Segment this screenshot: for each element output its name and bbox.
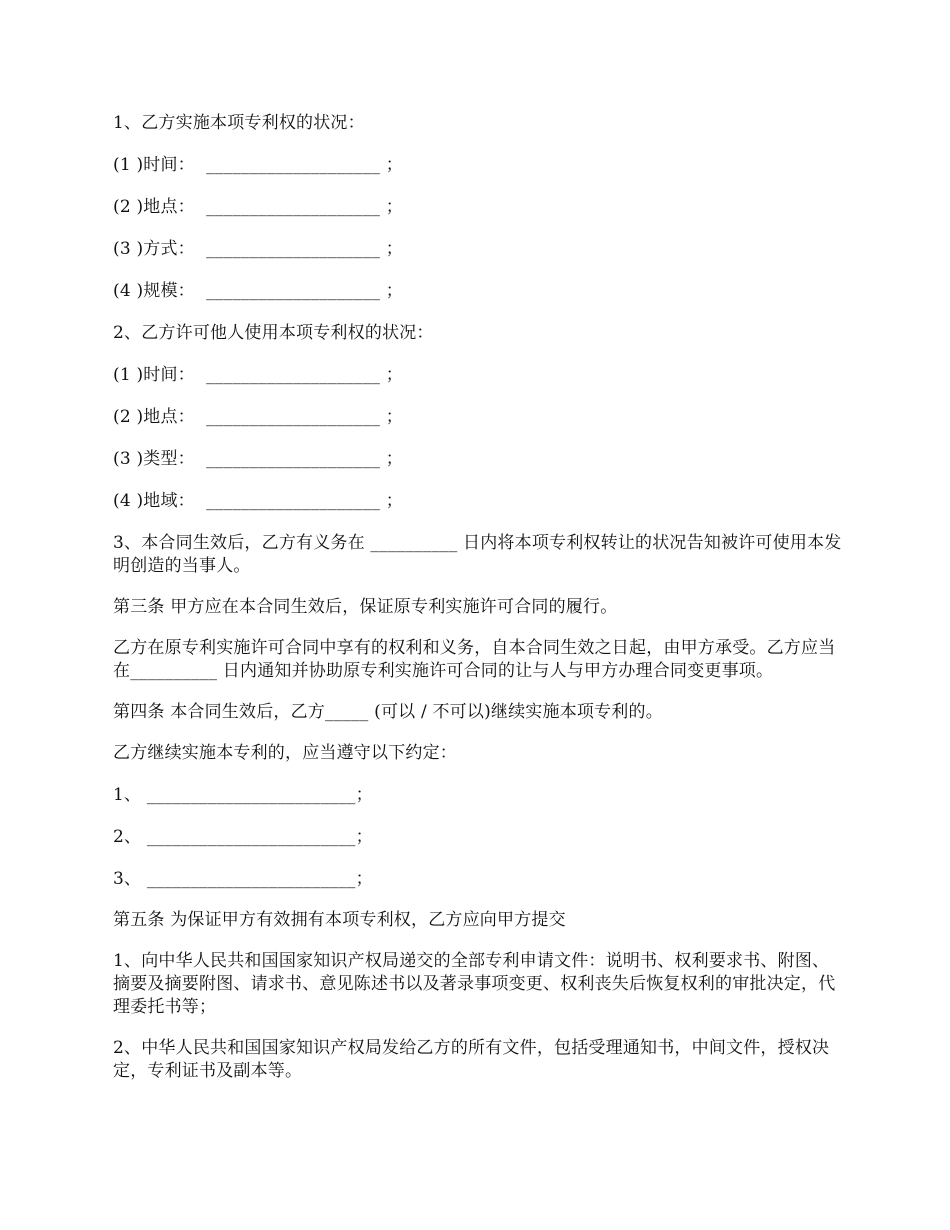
article-5-item-2: 2、中华人民共和国国家知识产权局发给乙方的所有文件，包括受理通知书，中间文件，授权决定，专利证书及副本等。 (113, 1038, 830, 1081)
article-4-intro: 乙方继续实施本专利的，应当遵守以下约定： (113, 743, 457, 763)
clause-1-item-method: (3 )方式： ____________________ ； (113, 239, 403, 259)
article-4-item-1: 1、 ________________________； (113, 785, 373, 805)
clause-1-item-place: (2 )地点： ____________________ ； (113, 197, 403, 217)
clause-2-item-time: (1 )时间： ____________________ ； (113, 365, 403, 385)
clause-3-paragraph: 3、本合同生效后，乙方有义务在 __________ 日内将本项专利权转让的状况告知被许可使用本发明创造的当事人。 (113, 533, 842, 576)
document-body (113, 112, 843, 1083)
article-3-body: 乙方在原专利实施许可合同中享有的权利和义务，自本合同生效之日起，由甲方承受。乙方应当在__________ 日内通知并协助原专利实施许可合同的让与人与甲方办理合同变更事项。 (113, 638, 836, 681)
article-3-heading: 第三条 甲方应在本合同生效后，保证原专利实施许可合同的履行。 (113, 597, 618, 617)
clause-2-item-place: (2 )地点： ____________________ ； (113, 407, 403, 427)
article-5-item-1: 1、向中华人民共和国国家知识产权局递交的全部专利申请文件：说明书、权利要求书、附图、摘要及摘要附图、请求书、意见陈述书以及著录事项变更、权利丧失后恢复权利的审批决定，代理委托书等； (113, 951, 836, 1017)
clause-1-item-scale: (4 )规模： ____________________ ； (113, 281, 403, 301)
article-5-heading: 第五条 为保证甲方有效拥有本项专利权，乙方应向甲方提交 (113, 910, 566, 930)
article-4-item-2: 2、 ________________________； (113, 827, 373, 847)
clause-2-item-type: (3 )类型： ____________________ ； (113, 449, 403, 469)
clause-1-item-time: (1 )时间： ____________________ ； (113, 155, 403, 175)
article-4-heading: 第四条 本合同生效后，乙方_____ (可以 / 不可以)继续实施本项专利的。 (113, 702, 663, 722)
article-4-item-3: 3、 ________________________； (113, 869, 373, 889)
clause-1-heading: 1、乙方实施本项专利权的状况： (113, 113, 365, 133)
clause-2-item-region: (4 )地域： ____________________ ； (113, 491, 403, 511)
clause-2-heading: 2、乙方许可他人使用本项专利权的状况： (113, 323, 434, 343)
